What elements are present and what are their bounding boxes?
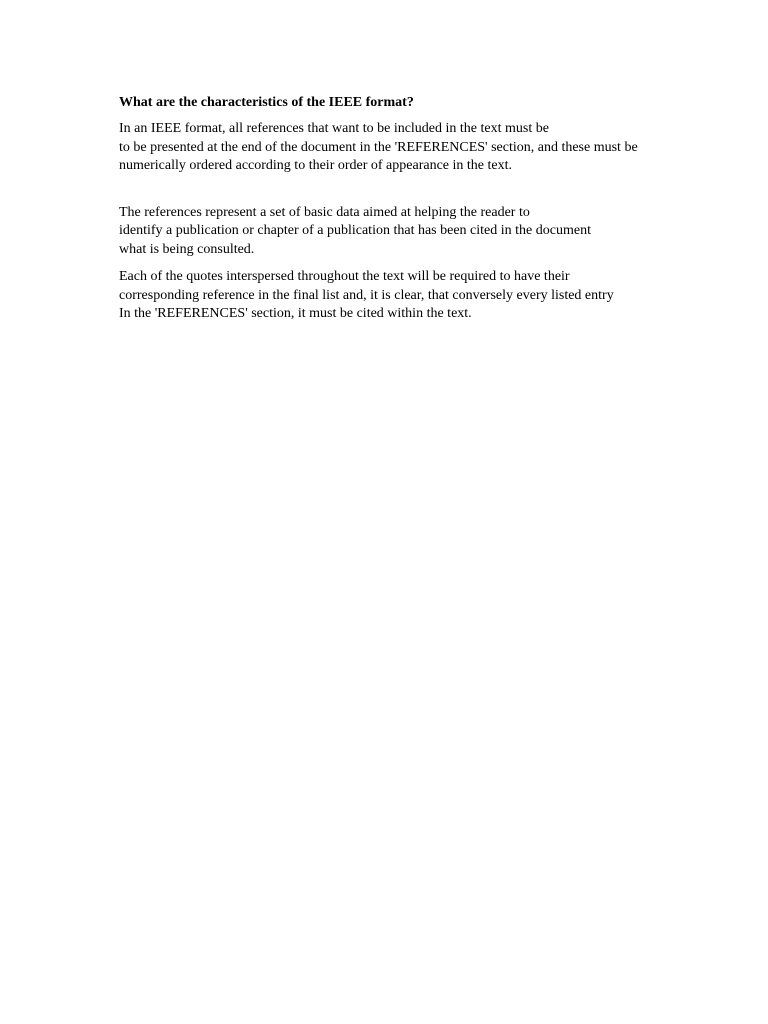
section-heading: What are the characteristics of the IEEE format? bbox=[119, 95, 414, 110]
paragraph-line: identify a publication or chapter of a publication that has been cited in the document bbox=[119, 223, 591, 238]
paragraph-ieee-references-order bbox=[119, 120, 719, 176]
paragraph-line: In an IEEE format, all references that want to be included in the text must be bbox=[119, 121, 549, 136]
paragraph-line: what is being consulted. bbox=[119, 241, 255, 257]
paragraph-quotes-citation bbox=[119, 268, 719, 324]
document-body bbox=[119, 94, 719, 333]
paragraph-references-purpose bbox=[119, 204, 719, 260]
paragraph-line: Each of the quotes interspersed throughout the text will be required to have their bbox=[119, 269, 570, 284]
paragraph-line: to be presented at the end of the document in the 'REFERENCES' section, and these must be bbox=[119, 139, 638, 155]
paragraph-line: In the 'REFERENCES' section, it must be cited within the text. bbox=[119, 306, 472, 321]
paragraph-line: corresponding reference in the final list and, it is clear, that conversely every listed entry bbox=[119, 287, 614, 303]
paragraph-line: The references represent a set of basic data aimed at helping the reader to bbox=[119, 204, 530, 220]
paragraph-line: numerically ordered according to their order of appearance in the text. bbox=[119, 158, 512, 173]
